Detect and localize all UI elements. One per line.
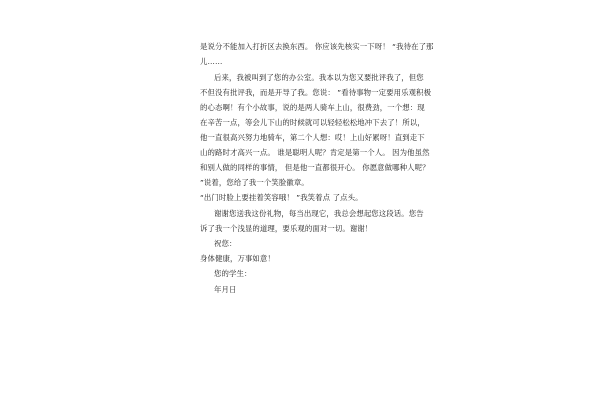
signature-line: 您的学生：	[214, 269, 252, 278]
text-line: ”说着，您给了我一个笑脸徽章。	[200, 178, 309, 187]
closing-wish: 身体健康，万事如意！	[200, 254, 275, 263]
paragraph-start: 谢谢您送我这份礼物，每当出现它，我总会想起您这段话。您告	[214, 209, 424, 218]
text-line: 不但没有批评我，而是开导了我。您说： ”看待事物一定要用乐观积极	[200, 88, 432, 97]
text-line: 山的路时才高兴一点。 谁是聪明人呢？肯定是第一个人。 因为他虽然	[200, 148, 430, 157]
text-line: 他一直很高兴努力地骑车，第二个人想：哎！上山好累呀！直到走下	[200, 133, 425, 142]
text-line: 诉了我一个浅显的道理，要乐观的面对一切。谢谢！	[200, 224, 373, 233]
text-line: 和别人做的同样的事情， 但是他一直都很开心。 你愿意做哪种人呢？	[200, 163, 430, 172]
closing-salutation: 祝您：	[214, 239, 237, 248]
text-line: 的心态啊！有个小故事，说的是两人骑车上山，很费劲，一个想：现	[200, 103, 425, 112]
text-line: 儿……	[200, 57, 223, 66]
paragraph-start: 后来，我被叫到了您的办公室。我本以为您又要批评我了，但您	[214, 73, 424, 82]
text-line: 是说分不能加入打折区去换东西。 你应该先核实一下呀！ “我待在了那	[200, 42, 434, 51]
text-line: “出门时脸上要挂着笑容哦！ ”我笑着点 了点头。	[200, 193, 363, 202]
text-line: 在辛苦一点，等会儿下山的时候就可以轻轻松松地冲下去了！所以，	[200, 118, 425, 127]
date-line: 年月日	[214, 285, 237, 294]
